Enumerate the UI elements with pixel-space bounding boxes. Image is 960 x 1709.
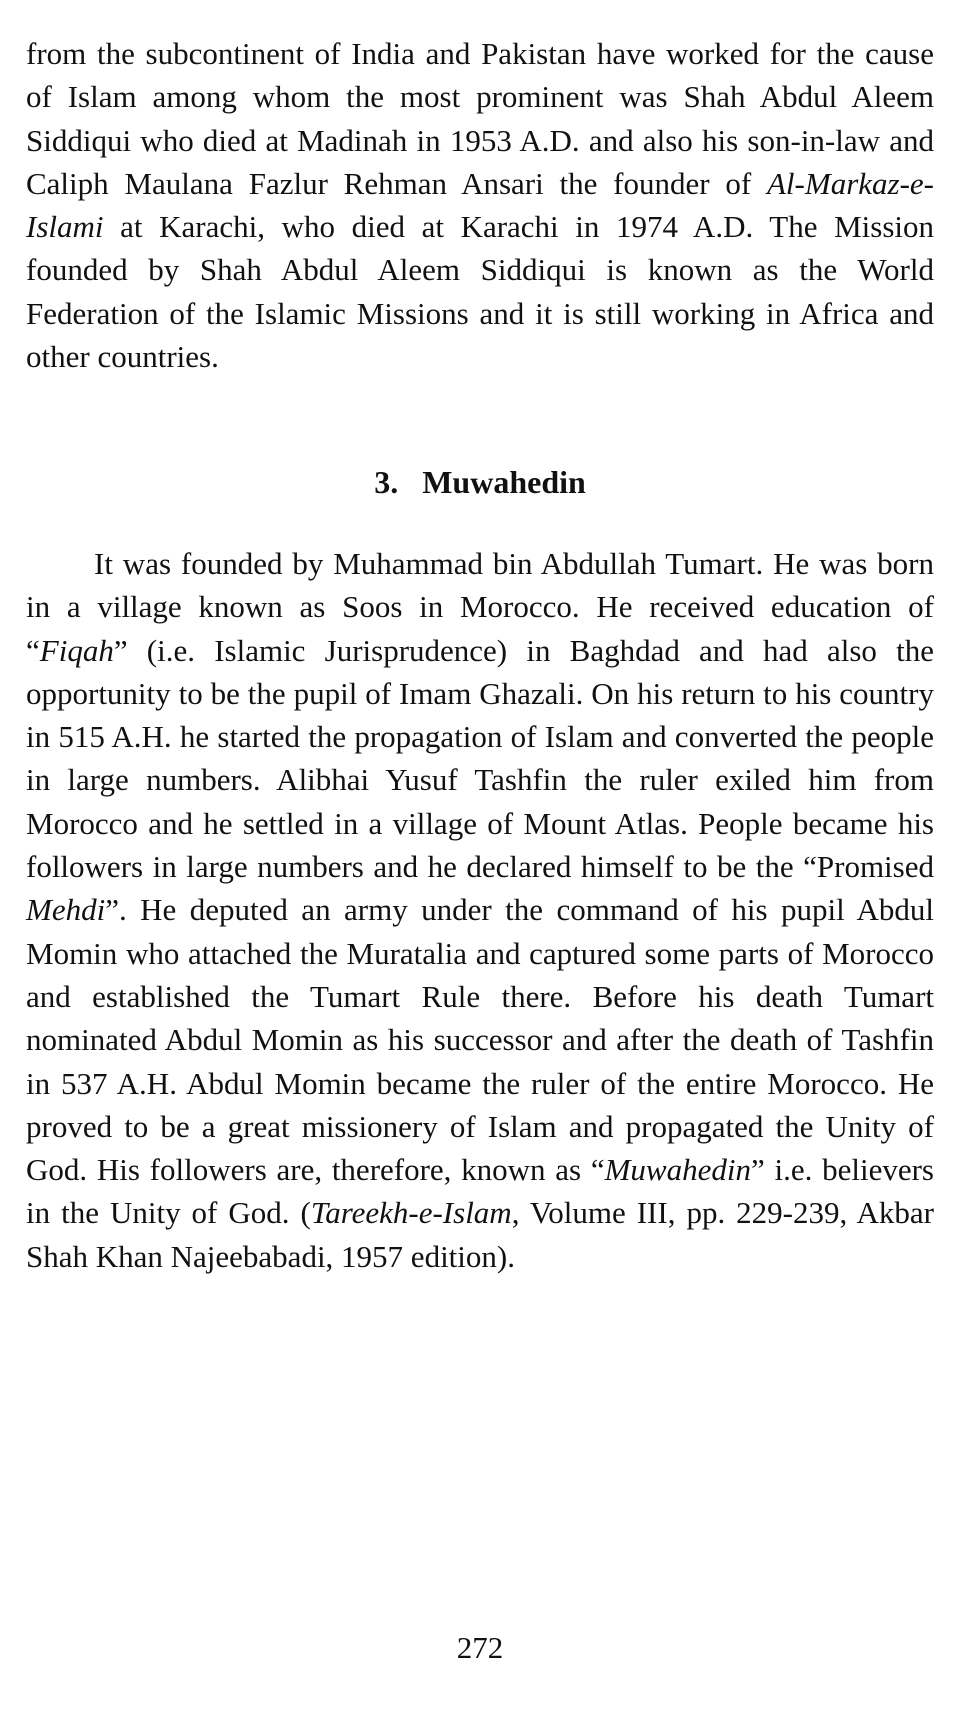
paragraph-missions bbox=[26, 32, 934, 378]
italic-tareekh-e-islam: Tareekh-e-Islam bbox=[310, 1195, 512, 1231]
paragraph-muwahedin-text-4: ” i.e. believers in the Unity of God. ( bbox=[26, 1152, 934, 1231]
paragraph-muwahedin-text-3: ”. He deputed an army under the command of his pupil Abdul Momin who attached the Muratalia and captured some parts of Morocco and established the Tumart Rule there. Before his death Tumart nominated Abdul Momin as his successor and after the death of Tashfin in 537 A.H. Abdul Momin became the ruler of the entire Morocco. He proved to be a great missionery of Islam and propagated the Unity of God. His followers are, therefore, known as “ bbox=[26, 892, 934, 1188]
italic-fiqah: Fiqah bbox=[39, 632, 114, 668]
paragraph-muwahedin-text-5: , Volume III, pp. 229-239, Akbar Shah Khan Najeebabadi, 1957 edition). bbox=[26, 1195, 934, 1274]
paragraph-missions-text-2: at Karachi, who died at Karachi in 1974 A.D. The Mission founded by Shah Abdul Aleem Siddiqui is known as the World Federation of the Islamic Missions and it is still working in Africa and other countries. bbox=[26, 209, 934, 375]
paragraph-muwahedin-text-1: It was founded by Muhammad bin Abdullah Tumart. He was born in a village known as Soos in Morocco. He received education of “ bbox=[26, 546, 934, 668]
section-number: 3. bbox=[374, 464, 399, 500]
paragraph-missions-text-1: from the subcontinent of India and Pakistan have worked for the cause of Islam among whom the most prominent was Shah Abdul Aleem Siddiqui who died at Madinah in 1953 A.D. and also his son-in-law and Caliph Maulana Fazlur Rehman Ansari the founder of bbox=[26, 36, 934, 201]
paragraph-muwahedin-text-2: ” (i.e. Islamic Jurisprudence) in Baghdad and had also the opportunity to be the pupil of Imam Ghazali. On his return to his country in 515 A.H. he started the propagation of Islam and converted the people in large numbers. Alibhai Yusuf Tashfin the ruler exiled him from Morocco and he settled in a village of Mount Atlas. People became his followers in large numbers and he declared himself to be the “Promised bbox=[26, 632, 934, 885]
section-title: Muwahedin bbox=[422, 464, 586, 500]
paragraph-muwahedin bbox=[26, 542, 934, 1278]
page-number: 272 bbox=[456, 1630, 504, 1665]
paragraph-missions-italic-markaz: Al-Markaz-e-Islami bbox=[26, 165, 934, 245]
italic-muwahedin: Muwahedin bbox=[604, 1152, 751, 1188]
section-heading bbox=[0, 462, 960, 502]
italic-mehdi: Mehdi bbox=[26, 892, 106, 928]
